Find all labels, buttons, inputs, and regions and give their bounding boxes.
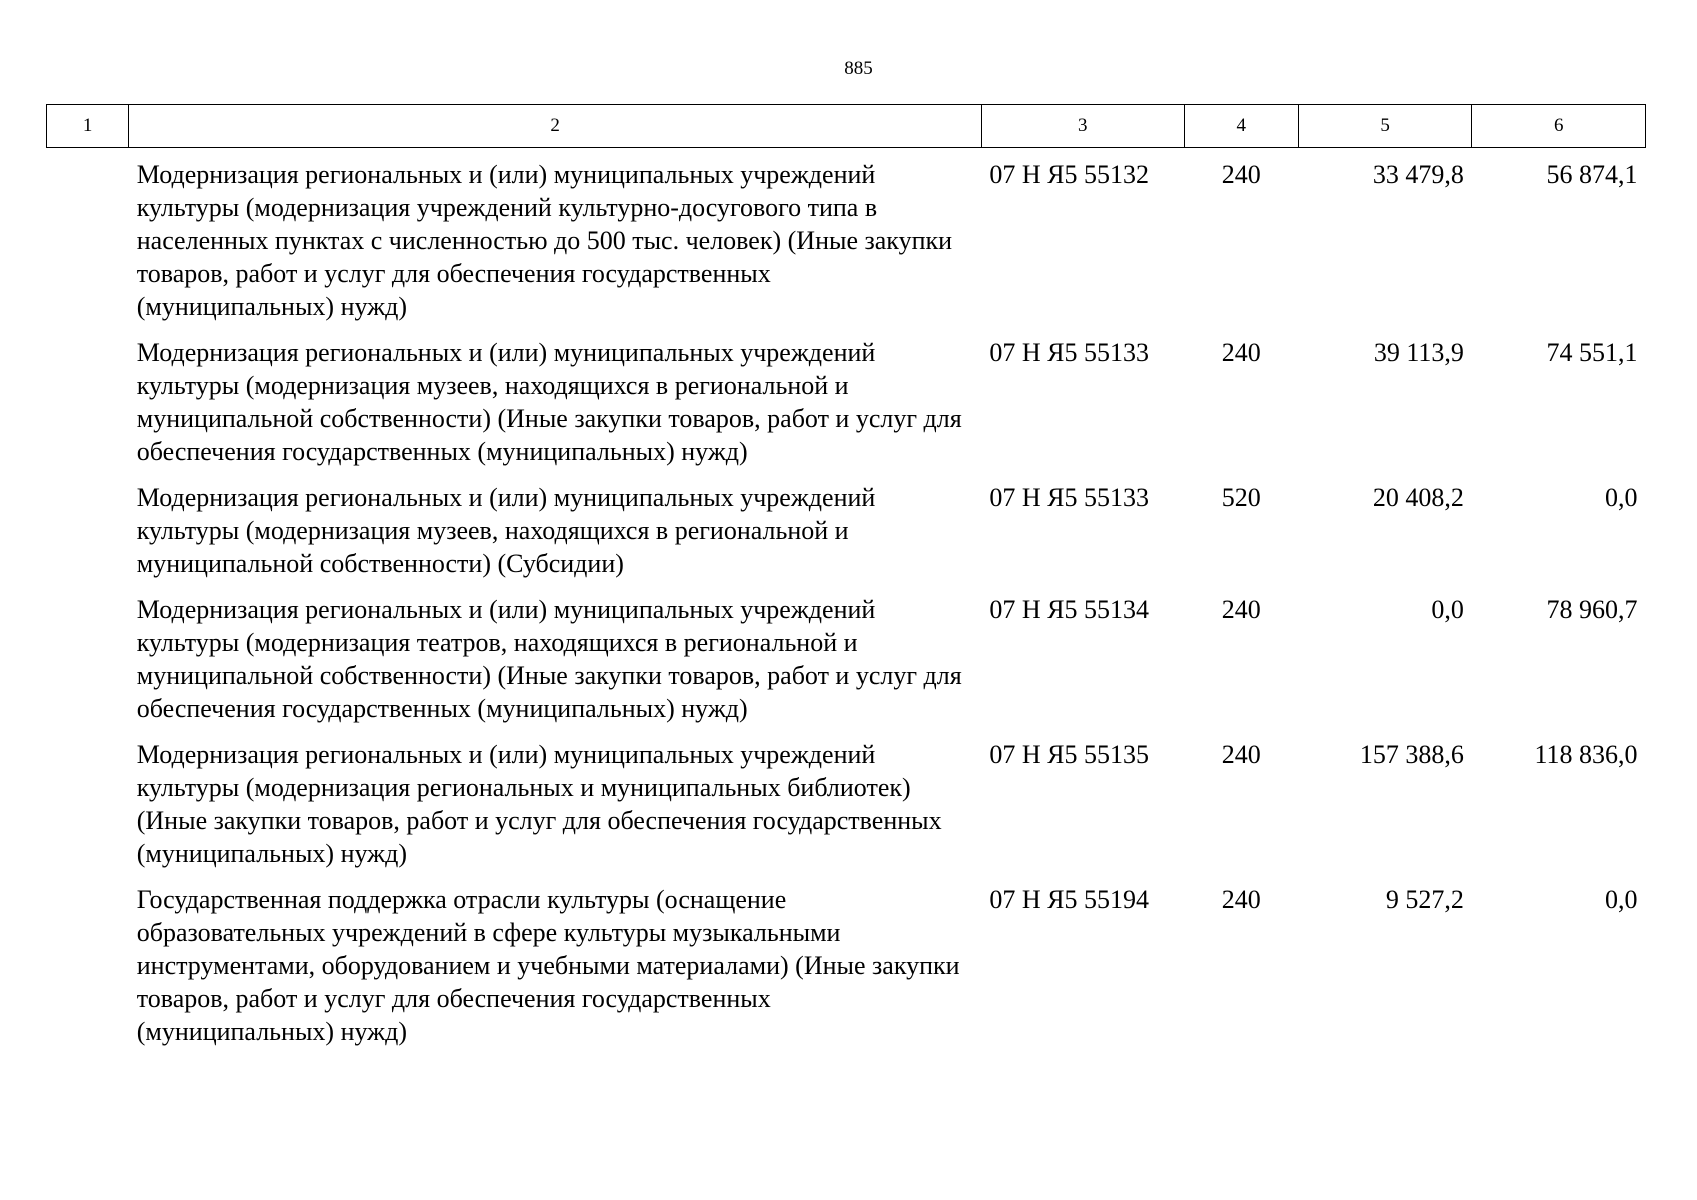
table-row <box>47 336 1646 481</box>
row-index <box>47 738 129 883</box>
expense-type: 520 <box>1221 483 1261 512</box>
expense-type: 240 <box>1221 595 1261 624</box>
target-code: 07 Н Я5 55133 <box>989 483 1150 512</box>
table-body <box>47 148 1646 1062</box>
budget-table <box>46 104 1646 1061</box>
header-col-3: 3 <box>981 105 1184 148</box>
amount-col-5: 39 113,9 <box>1373 338 1464 367</box>
table-row <box>47 883 1646 1061</box>
table-row <box>47 148 1646 337</box>
amount-col-6: 78 960,7 <box>1546 595 1638 624</box>
header-col-2: 2 <box>129 105 982 148</box>
expense-type: 240 <box>1221 338 1261 367</box>
page-number: 885 <box>844 58 873 79</box>
amount-col-5: 20 408,2 <box>1372 483 1464 512</box>
amount-col-6: 56 874,1 <box>1546 160 1638 189</box>
expense-name: Модернизация региональных и (или) муниципальных учреждений культуры (модернизация музеев, находящихся в региональной и муниципальной собственности) (Субсидии) <box>136 483 876 578</box>
row-index <box>47 481 129 593</box>
table-header <box>47 105 1646 148</box>
row-index <box>47 593 129 738</box>
target-code: 07 Н Я5 55135 <box>989 740 1150 769</box>
header-col-4: 4 <box>1184 105 1298 148</box>
row-index <box>47 148 129 337</box>
table-row <box>47 481 1646 593</box>
table-row <box>47 738 1646 883</box>
expense-type: 240 <box>1221 885 1261 914</box>
amount-col-5: 0,0 <box>1431 595 1464 624</box>
expense-name: Модернизация региональных и (или) муниципальных учреждений культуры (модернизация региональных и муниципальных библиотек) (Иные закупки товаров, работ и услуг для обеспечения государственных (муниципальных) нужд) <box>136 740 942 868</box>
amount-col-5: 157 388,6 <box>1359 740 1464 769</box>
amount-col-5: 33 479,8 <box>1372 160 1464 189</box>
amount-col-6: 0,0 <box>1605 885 1638 914</box>
expense-name: Модернизация региональных и (или) муниципальных учреждений культуры (модернизация музеев, находящихся в региональной и муниципальной собственности) (Иные закупки товаров, работ и услуг для обеспечения государственных (муниципальных) нужд) <box>136 338 962 466</box>
expense-name: Государственная поддержка отрасли культуры (оснащение образовательных учреждений в сфере культуры музыкальными инструментами, оборудованием и учебными материалами) (Иные закупки товаров, работ и услуг для обеспечения государственных (муниципальных) нужд) <box>136 885 960 1046</box>
header-row <box>47 105 1646 148</box>
expense-type: 240 <box>1221 740 1261 769</box>
target-code: 07 Н Я5 55194 <box>989 885 1150 914</box>
row-index <box>47 336 129 481</box>
expense-name: Модернизация региональных и (или) муниципальных учреждений культуры (модернизация театров, находящихся в региональной и муниципальной собственности) (Иные закупки товаров, работ и услуг для обеспечения государственных (муниципальных) нужд) <box>136 595 962 723</box>
target-code: 07 Н Я5 55134 <box>989 595 1150 624</box>
amount-col-6: 0,0 <box>1605 483 1638 512</box>
header-col-1: 1 <box>47 105 129 148</box>
amount-col-6: 118 836,0 <box>1534 740 1638 769</box>
amount-col-5: 9 527,2 <box>1385 885 1464 914</box>
expense-name: Модернизация региональных и (или) муниципальных учреждений культуры (модернизация учреждений культурно-досугового типа в населенных пунктах с численностью до 500 тыс. человек) (Иные закупки товаров, работ и услуг для обеспечения государственных (муниципальных) нужд) <box>136 160 953 321</box>
target-code: 07 Н Я5 55133 <box>989 338 1150 367</box>
amount-col-6: 74 551,1 <box>1546 338 1638 367</box>
row-index <box>47 883 129 1061</box>
header-col-5: 5 <box>1298 105 1472 148</box>
expense-type: 240 <box>1221 160 1261 189</box>
target-code: 07 Н Я5 55132 <box>989 160 1150 189</box>
header-col-6: 6 <box>1472 105 1646 148</box>
table-row <box>47 593 1646 738</box>
